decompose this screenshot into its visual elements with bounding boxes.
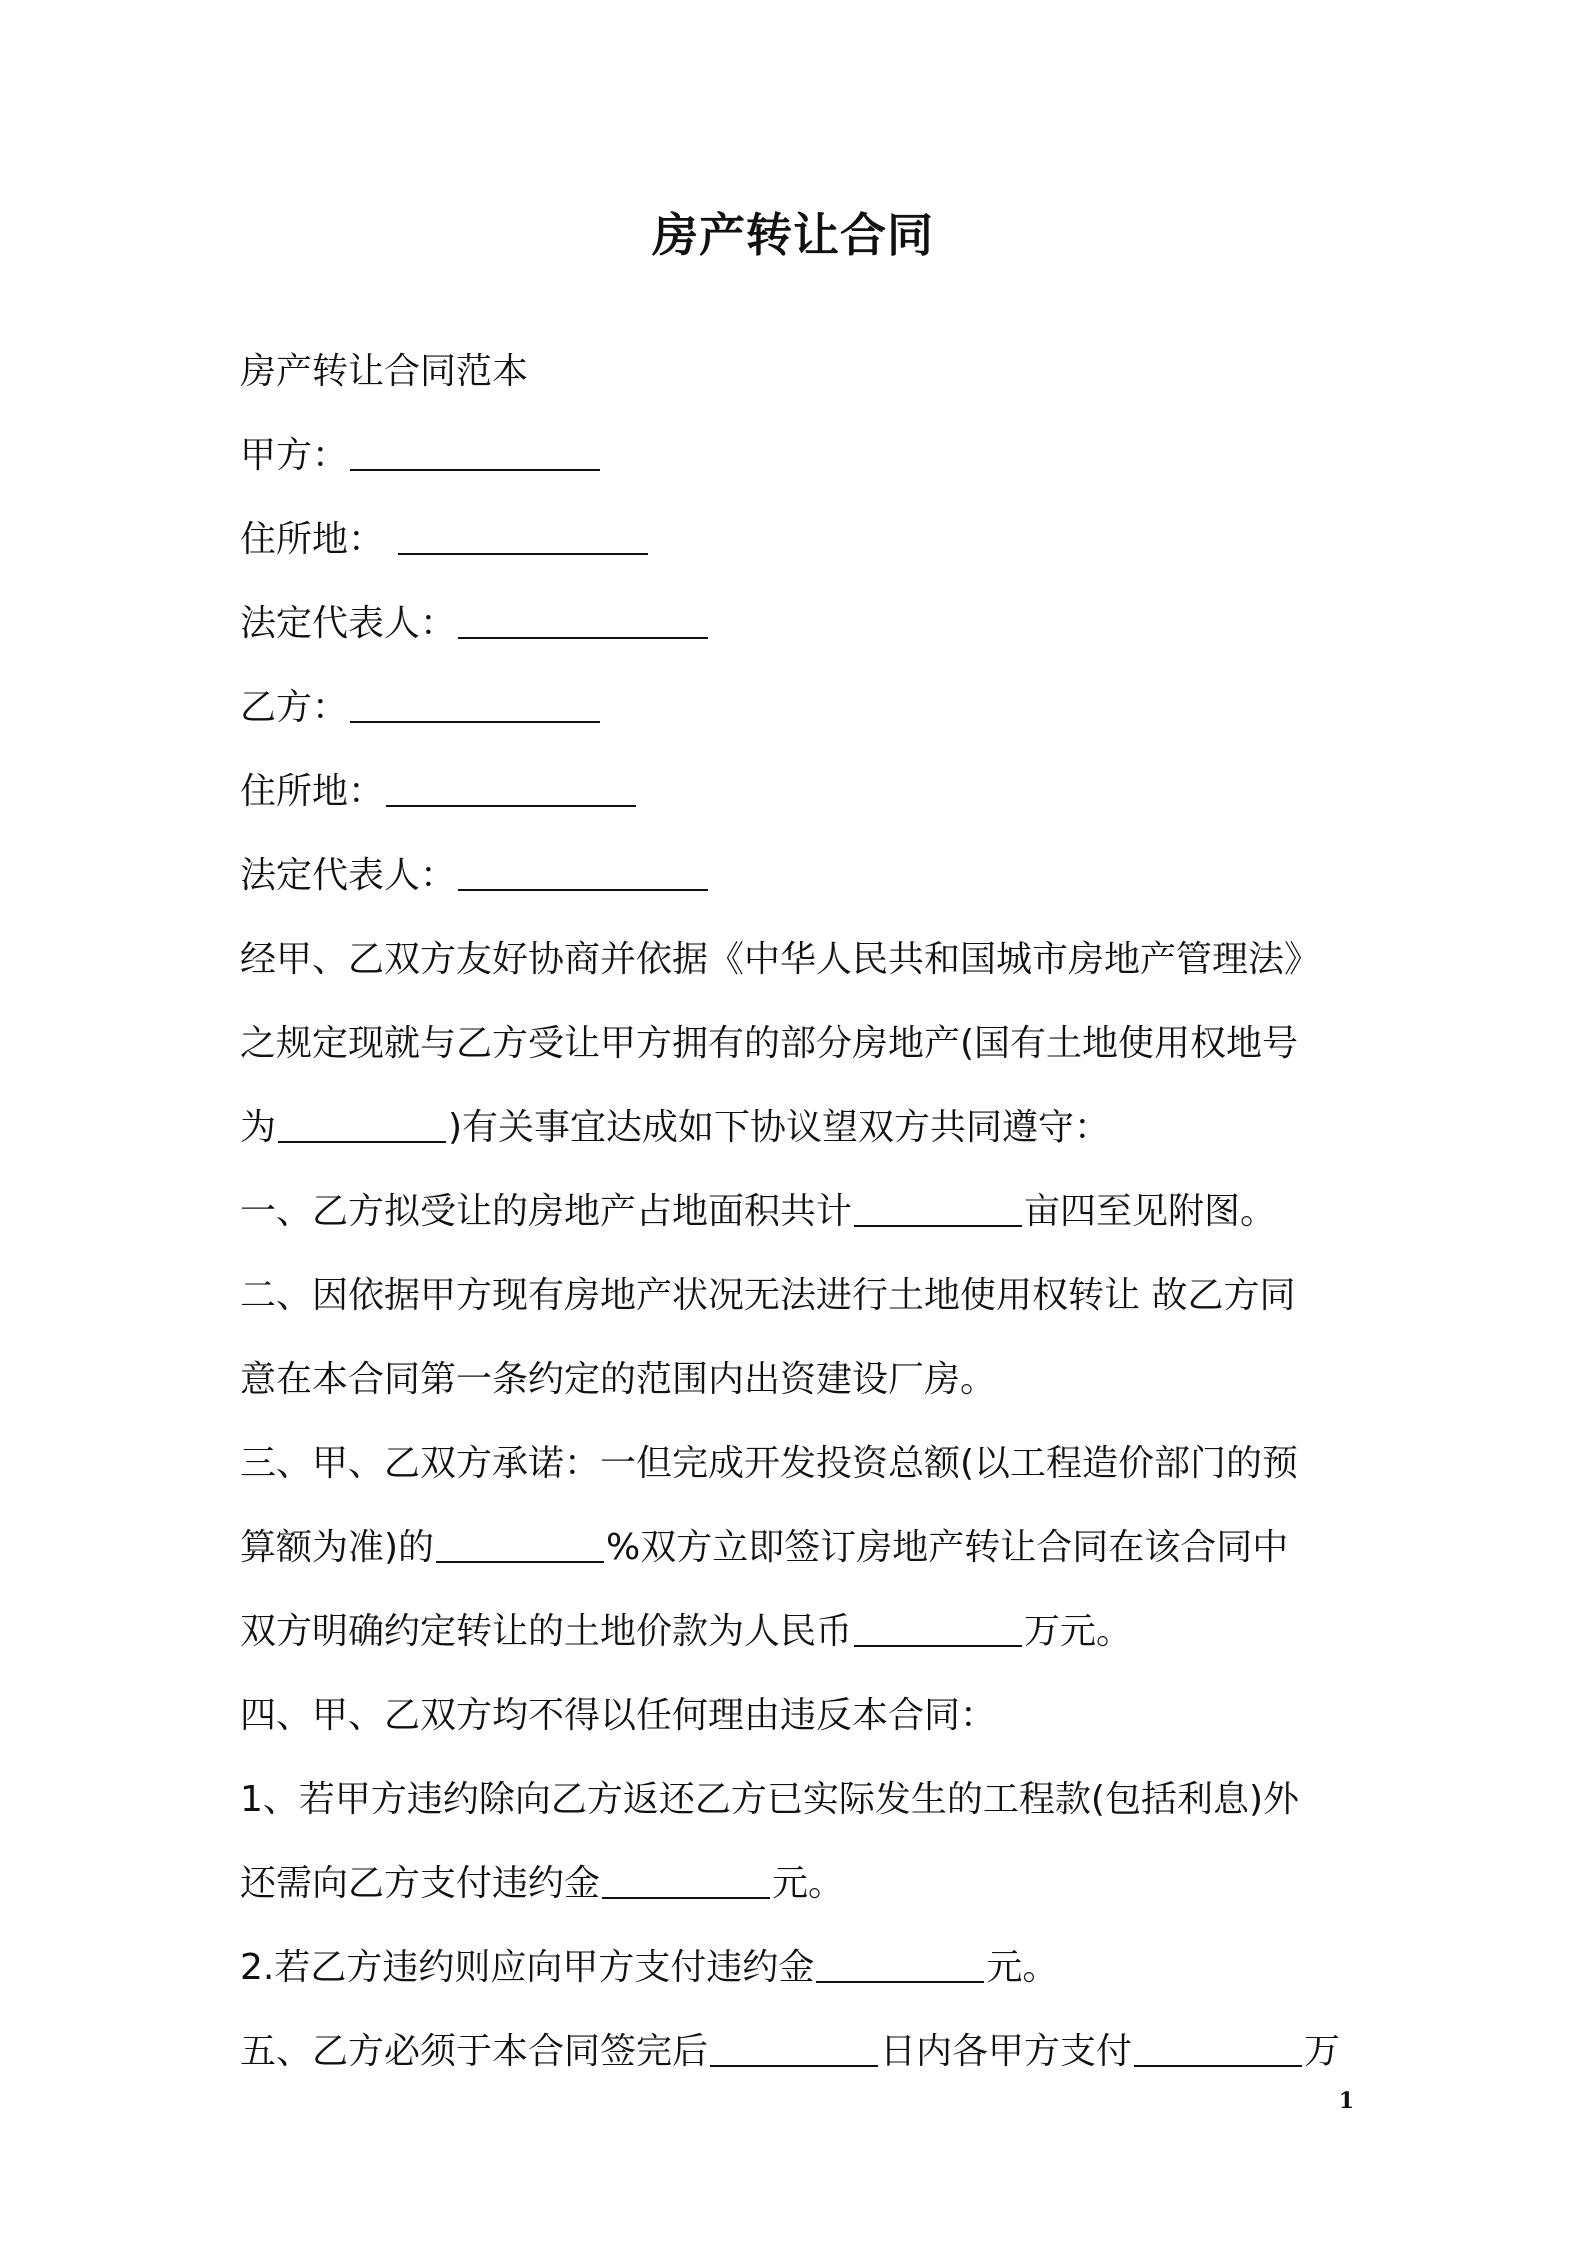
clause-3-text-3b: 万元。 (1024, 1611, 1133, 1652)
land-area-blank (854, 1189, 1022, 1227)
clause-2-text-2: 意在本合同第一条约定的范围内出资建设厂房。 (240, 1359, 997, 1400)
land-number-blank (278, 1105, 446, 1143)
clause-4-item-2-text-b: 元。 (986, 1947, 1059, 1988)
clause-4-heading-text: 四、甲、乙双方均不得以任何理由违反本合同： (240, 1695, 997, 1736)
clause-3-line-3 (240, 1590, 1360, 1674)
clause-1-text-a: 一、乙方拟受让的房地产占地面积共计 (240, 1191, 853, 1232)
subtitle-text: 房产转让合同范本 (240, 351, 529, 392)
party-b-address-line (240, 750, 1360, 834)
party-b-label: 乙方： (240, 687, 349, 728)
party-a-line (240, 414, 1360, 498)
clause-5-text-c: 万 (1304, 2031, 1341, 2072)
preamble-text-3b: )有关事宜达成如下协议望双方共同遵守： (448, 1107, 1111, 1148)
document-title: 房产转让合同 (652, 208, 934, 262)
party-b-representative-label: 法定代表人： (240, 855, 457, 896)
preamble-line-1 (240, 918, 1360, 1002)
payment-days-blank (710, 2029, 878, 2067)
clause-4-item-1-text-1: 1、若甲方违约除向乙方返还乙方已实际发生的工程款(包括利息)外 (240, 1779, 1299, 1820)
clause-3-text-2a: 算额为准)的 (240, 1527, 435, 1568)
party-b-address-blank (386, 769, 636, 807)
party-b-representative-line (240, 834, 1360, 918)
party-a-penalty-blank (602, 1861, 770, 1899)
party-a-address-label: 住所地： (240, 519, 385, 560)
party-b-penalty-blank (816, 1945, 984, 1983)
party-a-representative-label: 法定代表人： (240, 603, 457, 644)
preamble-text-1: 经甲、乙双方友好协商并依据《中华人民共和国城市房地产管理法》 (240, 939, 1321, 980)
clause-2-line-1 (240, 1254, 1360, 1338)
clause-4-item-1-line-1 (240, 1758, 1360, 1842)
clause-4-item-2 (240, 1926, 1360, 2010)
clause-5-text-b: 日内各甲方支付 (880, 2031, 1133, 2072)
party-b-blank (350, 685, 600, 723)
clause-4-item-1-text-2b: 元。 (772, 1863, 845, 1904)
preamble-text-3a: 为 (240, 1107, 277, 1148)
party-a-address-blank (398, 517, 648, 555)
party-a-representative-blank (458, 601, 708, 639)
payment-amount-blank (1134, 2029, 1302, 2067)
clause-1-text-b: 亩四至见附图。 (1024, 1191, 1277, 1232)
party-a-representative-line (240, 582, 1360, 666)
party-a-address-line (240, 498, 1360, 582)
preamble-text-2: 之规定现就与乙方受让甲方拥有的部分房地产(国有土地使用权地号 (240, 1023, 1299, 1064)
clause-3-text-3a: 双方明确约定转让的土地价款为人民币 (240, 1611, 853, 1652)
clause-3-text-1: 三、甲、乙双方承诺：一但完成开发投资总额(以工程造价部门的预 (240, 1443, 1299, 1484)
party-b-address-label: 住所地： (240, 771, 385, 812)
clause-4-item-2-text-a: 2.若乙方违约则应向甲方支付违约金 (240, 1947, 815, 1988)
clause-3-line-1 (240, 1422, 1360, 1506)
percentage-blank (436, 1525, 604, 1563)
land-price-blank (854, 1609, 1022, 1647)
preamble-line-2 (240, 1002, 1360, 1086)
document-body (240, 330, 1360, 2094)
clause-2-line-2 (240, 1338, 1360, 1422)
party-b-representative-blank (458, 853, 708, 891)
clause-1 (240, 1170, 1360, 1254)
clause-4-item-1-text-2a: 还需向乙方支付违约金 (240, 1863, 601, 1904)
party-b-line (240, 666, 1360, 750)
party-a-blank (350, 433, 600, 471)
subtitle (240, 330, 1360, 414)
clause-4-item-1-line-2 (240, 1842, 1360, 1926)
clause-3-text-2b: %双方立即签订房地产转让合同在该合同中 (606, 1527, 1289, 1568)
clause-5-text-a: 五、乙方必须于本合同签完后 (240, 2031, 709, 2072)
clause-3-line-2 (240, 1506, 1360, 1590)
page-number: 1 (1338, 2088, 1354, 2114)
clause-4-heading (240, 1674, 1360, 1758)
party-a-label: 甲方： (240, 435, 349, 476)
preamble-line-3 (240, 1086, 1360, 1170)
clause-2-text-1: 二、因依据甲方现有房地产状况无法进行土地使用权转让 故乙方同 (240, 1275, 1296, 1316)
clause-5 (240, 2010, 1360, 2094)
